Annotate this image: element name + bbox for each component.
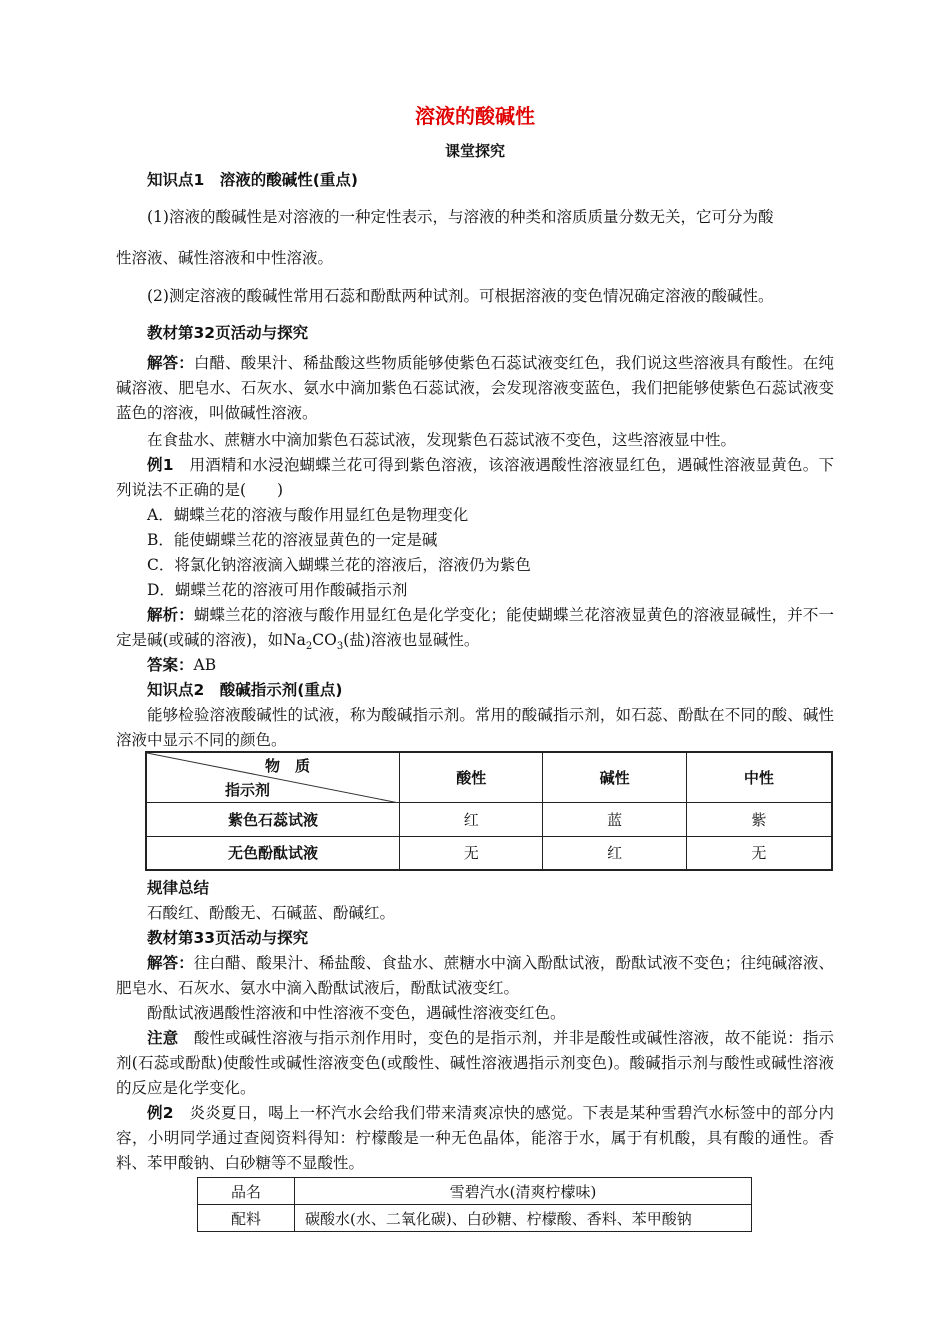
row-name: 紫色石蕊试液 — [146, 802, 400, 836]
analysis-sub2: 3 — [336, 641, 344, 653]
ex1-option-d: D．蝴蝶兰花的溶液可用作酸碱指示剂 — [147, 581, 408, 599]
soda-label-table — [197, 1177, 752, 1232]
cell: 紫 — [686, 802, 832, 836]
act32-answer-p2: 在食盐水、蔗糖水中滴加紫色石蕊试液，发现紫色石蕊试液不变色，这些溶液显中性。 — [147, 431, 737, 449]
cell: 红 — [543, 836, 686, 870]
ex1-question — [116, 453, 834, 503]
analysis-sub1: 2 — [305, 641, 313, 653]
analysis-label: 解析： — [147, 606, 194, 624]
ex1-option-c: C．将氯化钠溶液滴入蝴蝶兰花的溶液后，溶液仍为紫色 — [147, 556, 531, 574]
table-corner-cell — [146, 752, 400, 802]
ex1-answer-value: AB — [193, 656, 217, 674]
act33-answer — [116, 951, 834, 1001]
cell: 无 — [400, 836, 543, 870]
analysis-text-b: (盐)溶液也显碱性。 — [343, 631, 480, 649]
summary-text: 石酸红、酚酸无、石碱蓝、酚碱红。 — [147, 904, 396, 922]
kp1-p1b: 性溶液、碱性溶液和中性溶液。 — [116, 249, 334, 267]
ex2-body: 炎炎夏日，喝上一杯汽水会给我们带来清爽凉快的感觉。下表是某种雪碧汽水标签中的部分内容，小明同学通过查阅资料得知：柠檬酸是一种无色晶体，能溶于水，属于有机酸，具有酸的通性。香料、苯甲酸钠、白砂糖等不显酸性。 — [116, 1104, 834, 1172]
page-title: 溶液的酸碱性 — [415, 104, 535, 128]
table-row — [146, 836, 832, 870]
ex1-question-text: 用酒精和水浸泡蝴蝶兰花可得到紫色溶液，该溶液遇酸性溶液显红色，遇碱性溶液显黄色。下列说法不正确的是( ) — [116, 456, 834, 499]
corner-bottom-label: 指示剂 — [225, 781, 271, 799]
act33-heading: 教材第33页活动与探究 — [147, 929, 309, 947]
table-row — [146, 802, 832, 836]
corner-top-label: 物 质 — [265, 757, 311, 775]
analysis-text-a: 蝴蝶兰花的溶液与酸作用显红色是化学变化；能使蝴蝶兰花溶液显黄色的溶液显碱性，并不一定是碱(或碱的溶液)，如Na — [116, 606, 834, 649]
act33-p2: 酚酞试液遇酸性溶液和中性溶液不变色，遇碱性溶液变红色。 — [147, 1004, 566, 1022]
soda-value-name: 雪碧汽水(清爽柠檬味) — [295, 1178, 752, 1205]
soda-label-ingredients: 配料 — [198, 1205, 295, 1232]
ex2-text — [116, 1101, 834, 1176]
ex1-answer — [147, 653, 216, 678]
soda-label-name: 品名 — [198, 1178, 295, 1205]
ex1-answer-label: 答案： — [147, 656, 194, 674]
ex1-label: 例1 — [147, 456, 174, 474]
note-text: 酸性或碱性溶液与指示剂作用时，变色的是指示剂，并非是酸性或碱性溶液，故不能说：指示剂(石蕊或酚酞)使酸性或碱性溶液变色(或酸性、碱性溶液遇指示剂变色)。酸碱指示剂与酸性或碱性溶液的反应是化学变化。 — [116, 1029, 834, 1097]
kp2-text: 能够检验溶液酸碱性的试液，称为酸碱指示剂。常用的酸碱指示剂，如石蕊、酚酞在不同的酸、碱性溶液中显示不同的颜色。 — [116, 706, 834, 749]
act33-note — [116, 1026, 834, 1101]
table-header-row — [146, 752, 832, 802]
act33-answer-text: 往白醋、酸果汁、稀盐酸、食盐水、蔗糖水中滴入酚酞试液，酚酞试液不变色；往纯碱溶液、肥皂水、石灰水、氨水中滴入酚酞试液后，酚酞试液变红。 — [116, 954, 834, 997]
ex1-option-b: B．能使蝴蝶兰花的溶液显黄色的一定是碱 — [147, 531, 438, 549]
cell: 红 — [400, 802, 543, 836]
answer-label: 解答： — [147, 354, 194, 372]
note-label: 注意 — [147, 1029, 179, 1047]
soda-value-ingredients: 碳酸水(水、二氧化碳)、白砂糖、柠檬酸、香料、苯甲酸钠 — [295, 1205, 752, 1232]
header-base: 碱性 — [543, 752, 686, 802]
kp1-p2: (2)测定溶液的酸碱性常用石蕊和酚酞两种试剂。可根据溶液的变色情况确定溶液的酸碱性。 — [147, 287, 774, 305]
header-acid: 酸性 — [400, 752, 543, 802]
kp1-p1a: (1)溶液的酸碱性是对溶液的一种定性表示，与溶液的种类和溶质质量分数无关，它可分为酸 — [147, 208, 774, 226]
analysis-mid: CO — [312, 631, 337, 649]
ex2-label: 例2 — [147, 1104, 174, 1122]
ex1-analysis — [116, 603, 834, 659]
act32-heading: 教材第32页活动与探究 — [147, 324, 309, 342]
table-row — [198, 1205, 752, 1232]
table-row — [198, 1178, 752, 1205]
summary-heading: 规律总结 — [147, 879, 210, 897]
cell: 蓝 — [543, 802, 686, 836]
indicator-table — [145, 751, 833, 871]
kp1-heading: 知识点1 溶液的酸碱性(重点) — [147, 171, 358, 189]
answer-text: 白醋、酸果汁、稀盐酸这些物质能够使紫色石蕊试液变红色，我们说这些溶液具有酸性。在纯碱溶液、肥皂水、石灰水、氨水中滴加紫色石蕊试液，会发现溶液变蓝色，我们把能够使紫色石蕊试液变蓝色的溶液，叫做碱性溶液。 — [116, 354, 834, 422]
header-neutral: 中性 — [686, 752, 832, 802]
kp2-heading: 知识点2 酸碱指示剂(重点) — [147, 681, 343, 699]
page-subtitle: 课堂探究 — [444, 142, 505, 160]
ex1-option-a: A．蝴蝶兰花的溶液与酸作用显红色是物理变化 — [147, 506, 469, 524]
row-name: 无色酚酞试液 — [146, 836, 400, 870]
act32-answer — [116, 351, 834, 426]
cell: 无 — [686, 836, 832, 870]
act33-answer-label: 解答： — [147, 954, 194, 972]
